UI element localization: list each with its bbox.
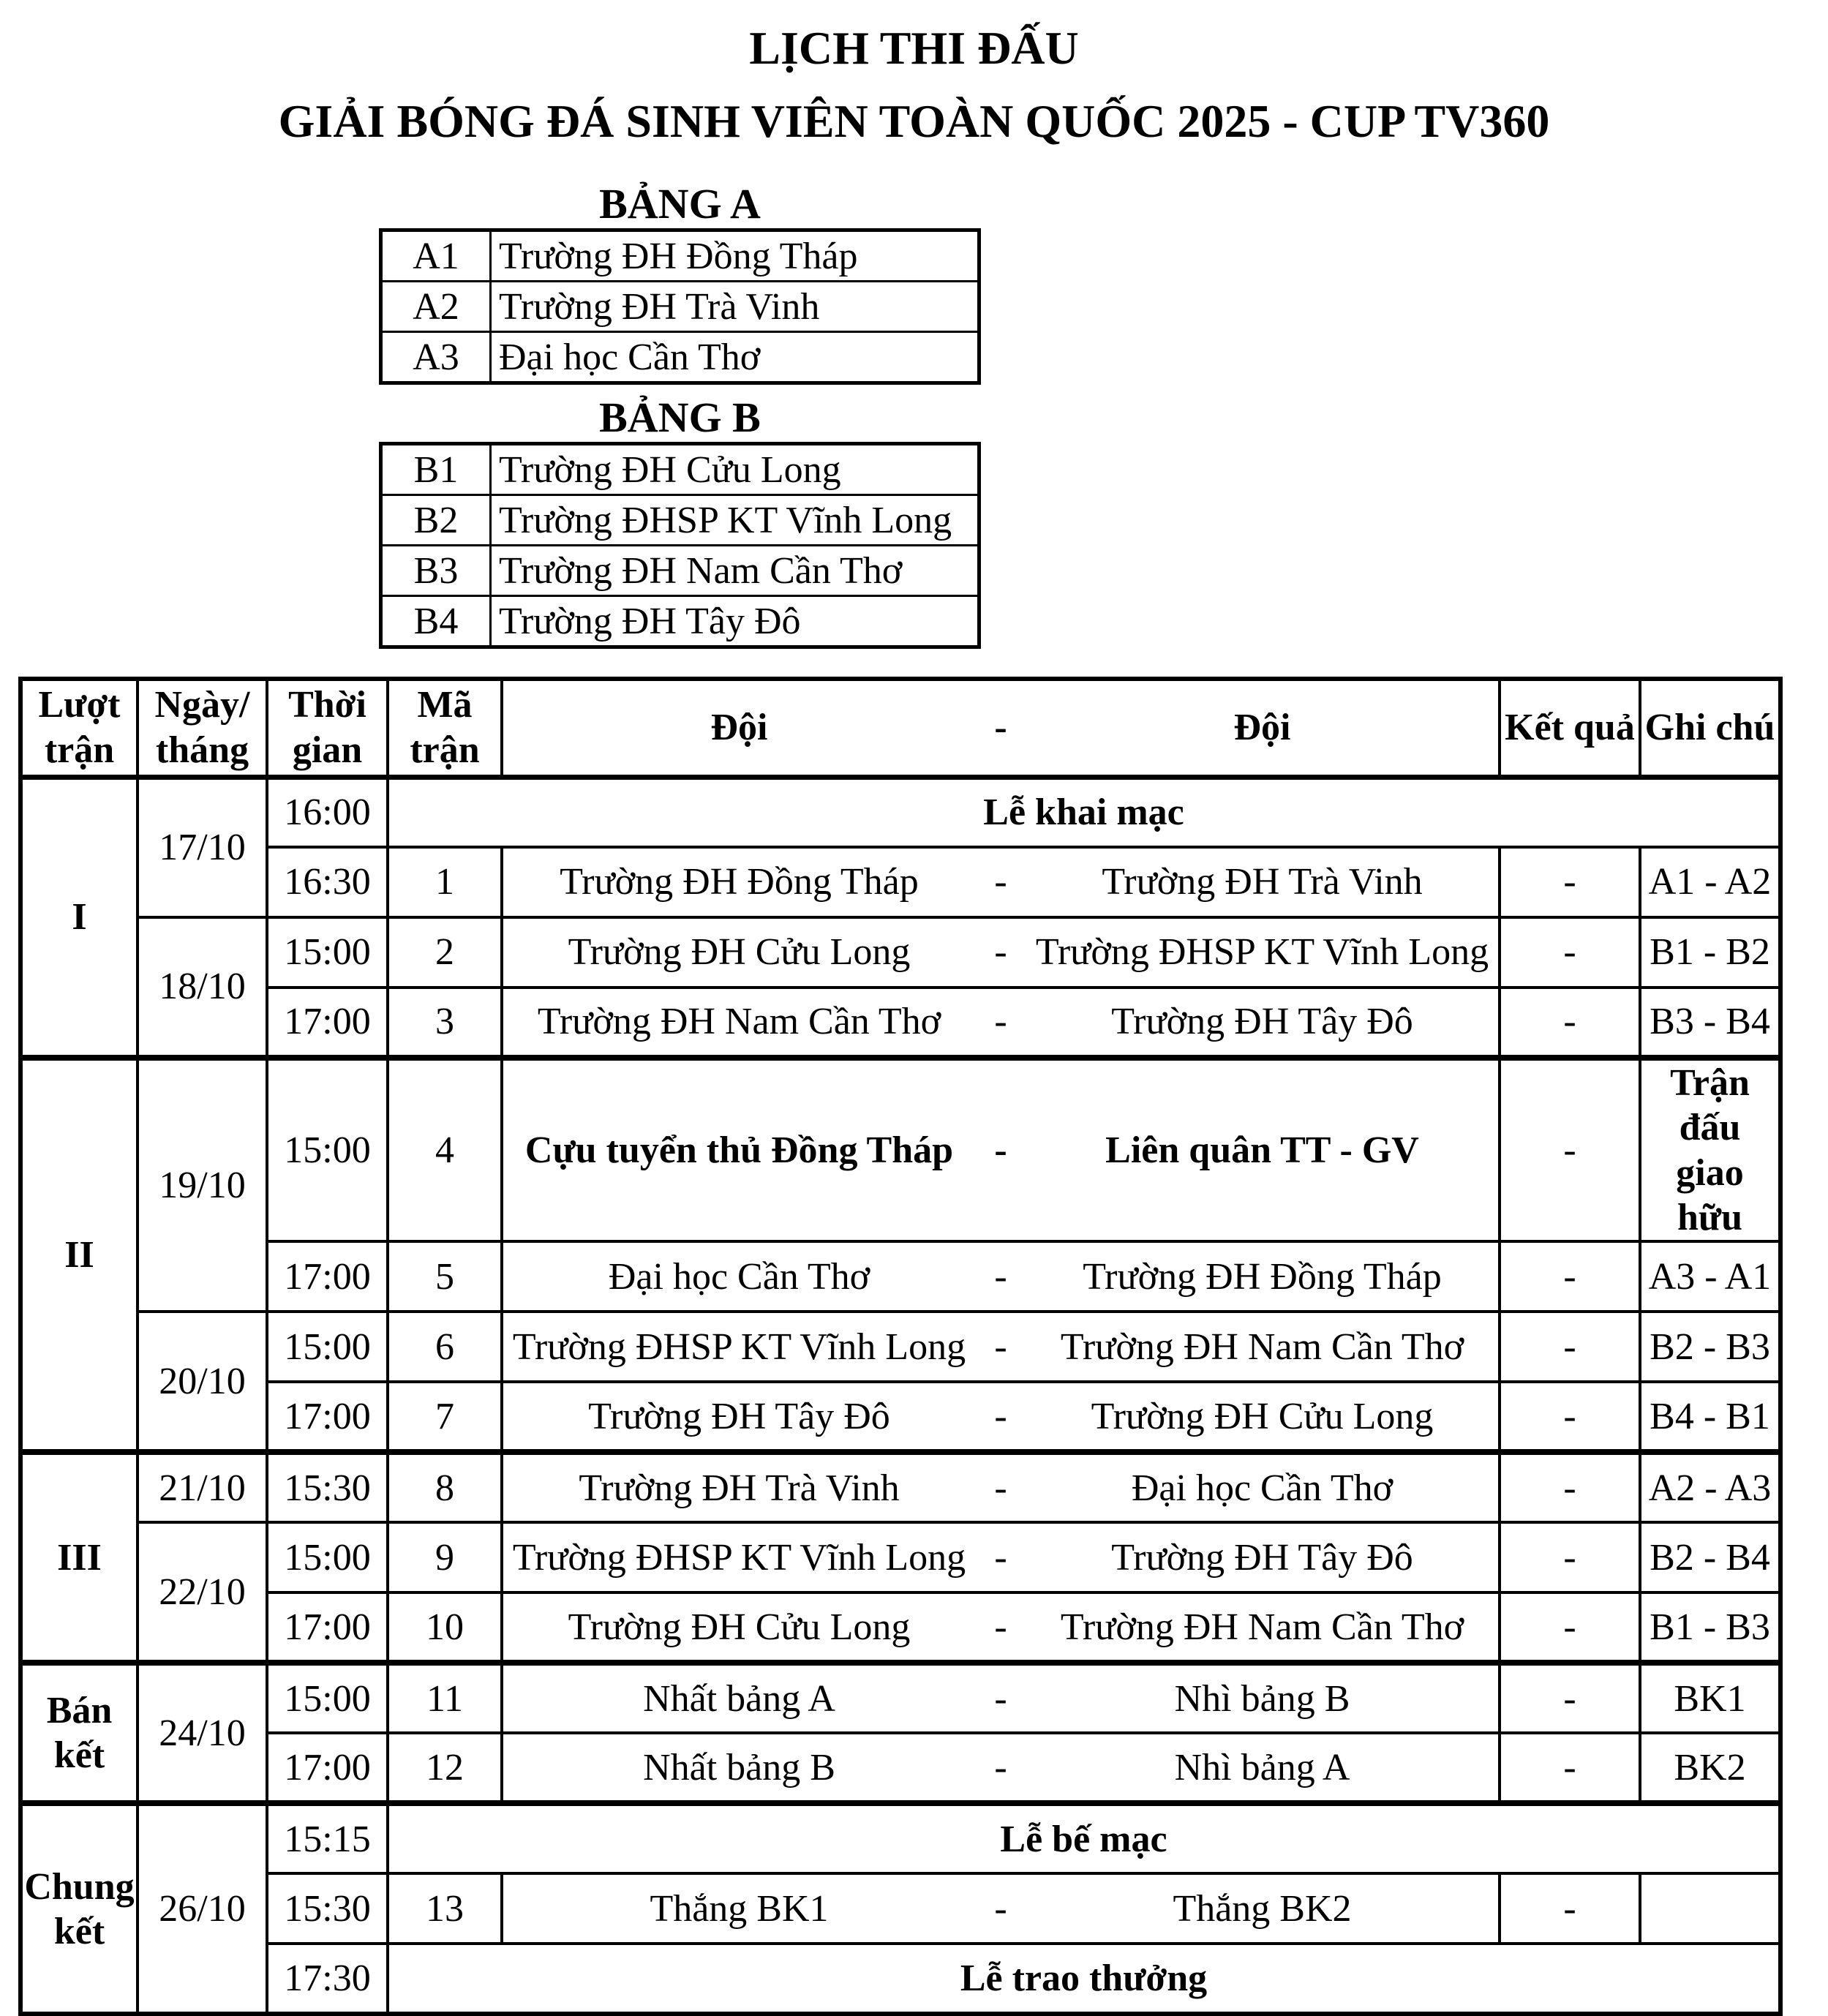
away-team: Trường ĐH Cửu Long xyxy=(1091,1395,1434,1437)
time-cell: 15:00 xyxy=(267,1522,388,1592)
event-cell: Lễ trao thưởng xyxy=(388,1944,1780,2014)
match-code: 6 xyxy=(388,1312,502,1382)
teams-cell xyxy=(502,847,1500,917)
time-cell: 17:00 xyxy=(267,1241,388,1312)
home-team: Trường ĐHSP KT Vĩnh Long xyxy=(512,1536,966,1579)
match-code: 7 xyxy=(388,1382,502,1452)
home-team: Thắng BK1 xyxy=(650,1887,829,1930)
team-name: Trường ĐH Tây Đô xyxy=(491,596,979,647)
group-b-table xyxy=(379,442,981,649)
home-team: Trường ĐH Cửu Long xyxy=(568,931,911,974)
date-cell: 21/10 xyxy=(138,1452,267,1522)
col-header-team-right: Đội xyxy=(1233,707,1291,749)
teams-cell xyxy=(502,1382,1500,1452)
schedule-row xyxy=(20,777,1780,847)
time-cell: 17:00 xyxy=(267,1592,388,1663)
note-cell: BK2 xyxy=(1640,1733,1780,1803)
col-header-note: Ghi chú xyxy=(1640,679,1780,777)
schedule-row xyxy=(20,847,1780,917)
teams-cell xyxy=(502,1592,1500,1663)
col-header-teams xyxy=(502,679,1500,777)
note-cell: BK1 xyxy=(1640,1663,1780,1733)
match-code: 9 xyxy=(388,1522,502,1592)
result-cell: - xyxy=(1500,1241,1640,1312)
time-cell: 15:15 xyxy=(267,1803,388,1873)
schedule-row xyxy=(20,1592,1780,1663)
home-team: Trường ĐH Cửu Long xyxy=(568,1606,911,1648)
time-cell: 17:00 xyxy=(267,1733,388,1803)
note-cell: B1 - B3 xyxy=(1640,1592,1780,1663)
group-tables xyxy=(379,181,981,649)
teams-cell xyxy=(502,1312,1500,1382)
table-row xyxy=(381,495,979,546)
away-team: Trường ĐH Tây Đô xyxy=(1111,1001,1413,1043)
header-row xyxy=(20,679,1780,777)
away-team: Trường ĐH Nam Cần Thơ xyxy=(1060,1325,1464,1368)
result-cell: - xyxy=(1500,1058,1640,1241)
time-cell: 17:30 xyxy=(267,1944,388,2014)
vs-dash: - xyxy=(994,1677,1007,1720)
col-header-time: Thời gian xyxy=(267,679,388,777)
result-cell: - xyxy=(1500,1522,1640,1592)
match-code: 1 xyxy=(388,847,502,917)
vs-dash: - xyxy=(994,1325,1007,1368)
away-team: Trường ĐH Trà Vinh xyxy=(1102,861,1423,903)
result-cell: - xyxy=(1500,1382,1640,1452)
vs-dash: - xyxy=(994,1746,1007,1789)
date-cell: 22/10 xyxy=(138,1522,267,1663)
home-team: Nhất bảng A xyxy=(643,1677,835,1720)
team-code: A1 xyxy=(381,230,491,282)
note-cell: B4 - B1 xyxy=(1640,1382,1780,1452)
home-team: Cựu tuyển thủ Đồng Tháp xyxy=(524,1129,954,1172)
vs-dash: - xyxy=(994,1395,1007,1437)
away-team: Thắng BK2 xyxy=(1173,1887,1352,1930)
col-header-team-left: Đội xyxy=(710,707,768,749)
note-cell: B2 - B3 xyxy=(1640,1312,1780,1382)
team-code: B4 xyxy=(381,596,491,647)
date-cell: 20/10 xyxy=(138,1312,267,1452)
title-line-1: LỊCH THI ĐẤU xyxy=(749,22,1079,74)
teams-cell xyxy=(502,917,1500,988)
team-code: B3 xyxy=(381,546,491,596)
schedule-row xyxy=(20,1803,1780,1873)
time-cell: 16:30 xyxy=(267,847,388,917)
schedule-row xyxy=(20,1663,1780,1733)
vs-dash: - xyxy=(994,1887,1007,1930)
away-team: Trường ĐH Tây Đô xyxy=(1111,1536,1413,1579)
team-code: B1 xyxy=(381,444,491,495)
result-cell: - xyxy=(1500,917,1640,988)
round-label: III xyxy=(20,1452,138,1663)
vs-dash: - xyxy=(994,1001,1007,1043)
team-code: A2 xyxy=(381,282,491,332)
group-a-table xyxy=(379,228,981,385)
team-code: B2 xyxy=(381,495,491,546)
away-team: Nhì bảng B xyxy=(1174,1677,1350,1720)
time-cell: 15:30 xyxy=(267,1873,388,1944)
match-code: 11 xyxy=(388,1663,502,1733)
vs-dash: - xyxy=(994,1606,1007,1648)
date-cell: 17/10 xyxy=(138,777,267,917)
result-cell: - xyxy=(1500,1452,1640,1522)
note-cell: B1 - B2 xyxy=(1640,917,1780,988)
time-cell: 15:00 xyxy=(267,1058,388,1241)
home-team: Trường ĐH Tây Đô xyxy=(588,1395,890,1437)
teams-cell xyxy=(502,1241,1500,1312)
home-team: Trường ĐH Trà Vinh xyxy=(579,1467,900,1509)
vs-dash: - xyxy=(994,931,1007,974)
note-cell: A2 - A3 xyxy=(1640,1452,1780,1522)
schedule-row xyxy=(20,1058,1780,1241)
time-cell: 15:00 xyxy=(267,917,388,988)
table-row xyxy=(381,332,979,383)
schedule-row xyxy=(20,1733,1780,1803)
result-cell: - xyxy=(1500,988,1640,1058)
away-team: Đại học Cần Thơ xyxy=(1131,1467,1393,1509)
schedule-row xyxy=(20,1241,1780,1312)
schedule-table xyxy=(18,677,1783,2016)
home-team: Trường ĐH Nam Cần Thơ xyxy=(537,1001,941,1043)
away-team: Nhì bảng A xyxy=(1174,1746,1350,1789)
time-cell: 15:00 xyxy=(267,1312,388,1382)
home-team: Trường ĐHSP KT Vĩnh Long xyxy=(512,1325,966,1368)
match-code: 2 xyxy=(388,917,502,988)
event-cell: Lễ khai mạc xyxy=(388,777,1780,847)
home-team: Trường ĐH Đồng Tháp xyxy=(560,861,919,903)
match-code: 8 xyxy=(388,1452,502,1522)
result-cell: - xyxy=(1500,1592,1640,1663)
schedule-row xyxy=(20,917,1780,988)
vs-dash: - xyxy=(994,1129,1007,1172)
note-cell: Trận đấu giao hữu xyxy=(1640,1058,1780,1241)
title-line-2: GIẢI BÓNG ĐÁ SINH VIÊN TOÀN QUỐC 2025 - CUP TV360 xyxy=(278,95,1550,147)
away-team: Trường ĐHSP KT Vĩnh Long xyxy=(1035,931,1489,974)
schedule-row xyxy=(20,1312,1780,1382)
team-name: Đại học Cần Thơ xyxy=(491,332,979,383)
vs-dash: - xyxy=(994,861,1007,903)
table-row xyxy=(381,444,979,495)
time-cell: 17:00 xyxy=(267,1382,388,1452)
schedule-row xyxy=(20,1944,1780,2014)
schedule-row xyxy=(20,1522,1780,1592)
note-cell: B2 - B4 xyxy=(1640,1522,1780,1592)
vs-dash: - xyxy=(994,1536,1007,1579)
teams-cell xyxy=(502,1058,1500,1241)
round-label: Chung kết xyxy=(20,1803,138,2014)
group-b-heading: BẢNG B xyxy=(599,394,761,441)
teams-cell xyxy=(502,1733,1500,1803)
vs-dash: - xyxy=(994,1255,1007,1298)
col-header-code: Mã trận xyxy=(388,679,502,777)
table-row xyxy=(381,546,979,596)
schedule-row xyxy=(20,988,1780,1058)
match-code: 12 xyxy=(388,1733,502,1803)
result-cell: - xyxy=(1500,1873,1640,1944)
time-cell: 15:30 xyxy=(267,1452,388,1522)
result-cell: - xyxy=(1500,847,1640,917)
table-row xyxy=(381,596,979,647)
team-name: Trường ĐH Trà Vinh xyxy=(491,282,979,332)
group-a-heading: BẢNG A xyxy=(599,180,761,227)
col-header-result: Kết quả xyxy=(1500,679,1640,777)
match-code: 4 xyxy=(388,1058,502,1241)
match-code: 5 xyxy=(388,1241,502,1312)
document-title xyxy=(0,0,1828,158)
col-header-round: Lượt trận xyxy=(20,679,138,777)
team-name: Trường ĐH Nam Cần Thơ xyxy=(491,546,979,596)
team-name: Trường ĐHSP KT Vĩnh Long xyxy=(491,495,979,546)
teams-cell xyxy=(502,1663,1500,1733)
schedule-row xyxy=(20,1382,1780,1452)
match-code: 13 xyxy=(388,1873,502,1944)
round-label: II xyxy=(20,1058,138,1452)
col-header-date: Ngày/ tháng xyxy=(138,679,267,777)
date-cell: 24/10 xyxy=(138,1663,267,1803)
time-cell: 16:00 xyxy=(267,777,388,847)
result-cell: - xyxy=(1500,1663,1640,1733)
home-team: Đại học Cần Thơ xyxy=(608,1255,870,1298)
note-cell: B3 - B4 xyxy=(1640,988,1780,1058)
note-cell: A3 - A1 xyxy=(1640,1241,1780,1312)
vs-dash: - xyxy=(994,1467,1007,1509)
teams-cell xyxy=(502,988,1500,1058)
time-cell: 17:00 xyxy=(267,988,388,1058)
away-team: Trường ĐH Nam Cần Thơ xyxy=(1060,1606,1464,1648)
team-code: A3 xyxy=(381,332,491,383)
home-team: Nhất bảng B xyxy=(643,1746,835,1789)
match-code: 3 xyxy=(388,988,502,1058)
header-dash: - xyxy=(994,707,1007,749)
schedule-row xyxy=(20,1452,1780,1522)
table-row xyxy=(381,282,979,332)
note-cell: A1 - A2 xyxy=(1640,847,1780,917)
result-cell: - xyxy=(1500,1312,1640,1382)
team-name: Trường ĐH Cửu Long xyxy=(491,444,979,495)
time-cell: 15:00 xyxy=(267,1663,388,1733)
teams-cell xyxy=(502,1452,1500,1522)
away-team: Liên quân TT - GV xyxy=(1105,1129,1419,1172)
date-cell: 18/10 xyxy=(138,917,267,1058)
date-cell: 19/10 xyxy=(138,1058,267,1312)
result-cell: - xyxy=(1500,1733,1640,1803)
match-code: 10 xyxy=(388,1592,502,1663)
round-label: Bán kết xyxy=(20,1663,138,1803)
table-row xyxy=(381,230,979,282)
away-team: Trường ĐH Đồng Tháp xyxy=(1083,1255,1442,1298)
round-label: I xyxy=(20,777,138,1058)
event-cell: Lễ bế mạc xyxy=(388,1803,1780,1873)
teams-cell xyxy=(502,1522,1500,1592)
date-cell: 26/10 xyxy=(138,1803,267,2014)
team-name: Trường ĐH Đồng Tháp xyxy=(491,230,979,282)
